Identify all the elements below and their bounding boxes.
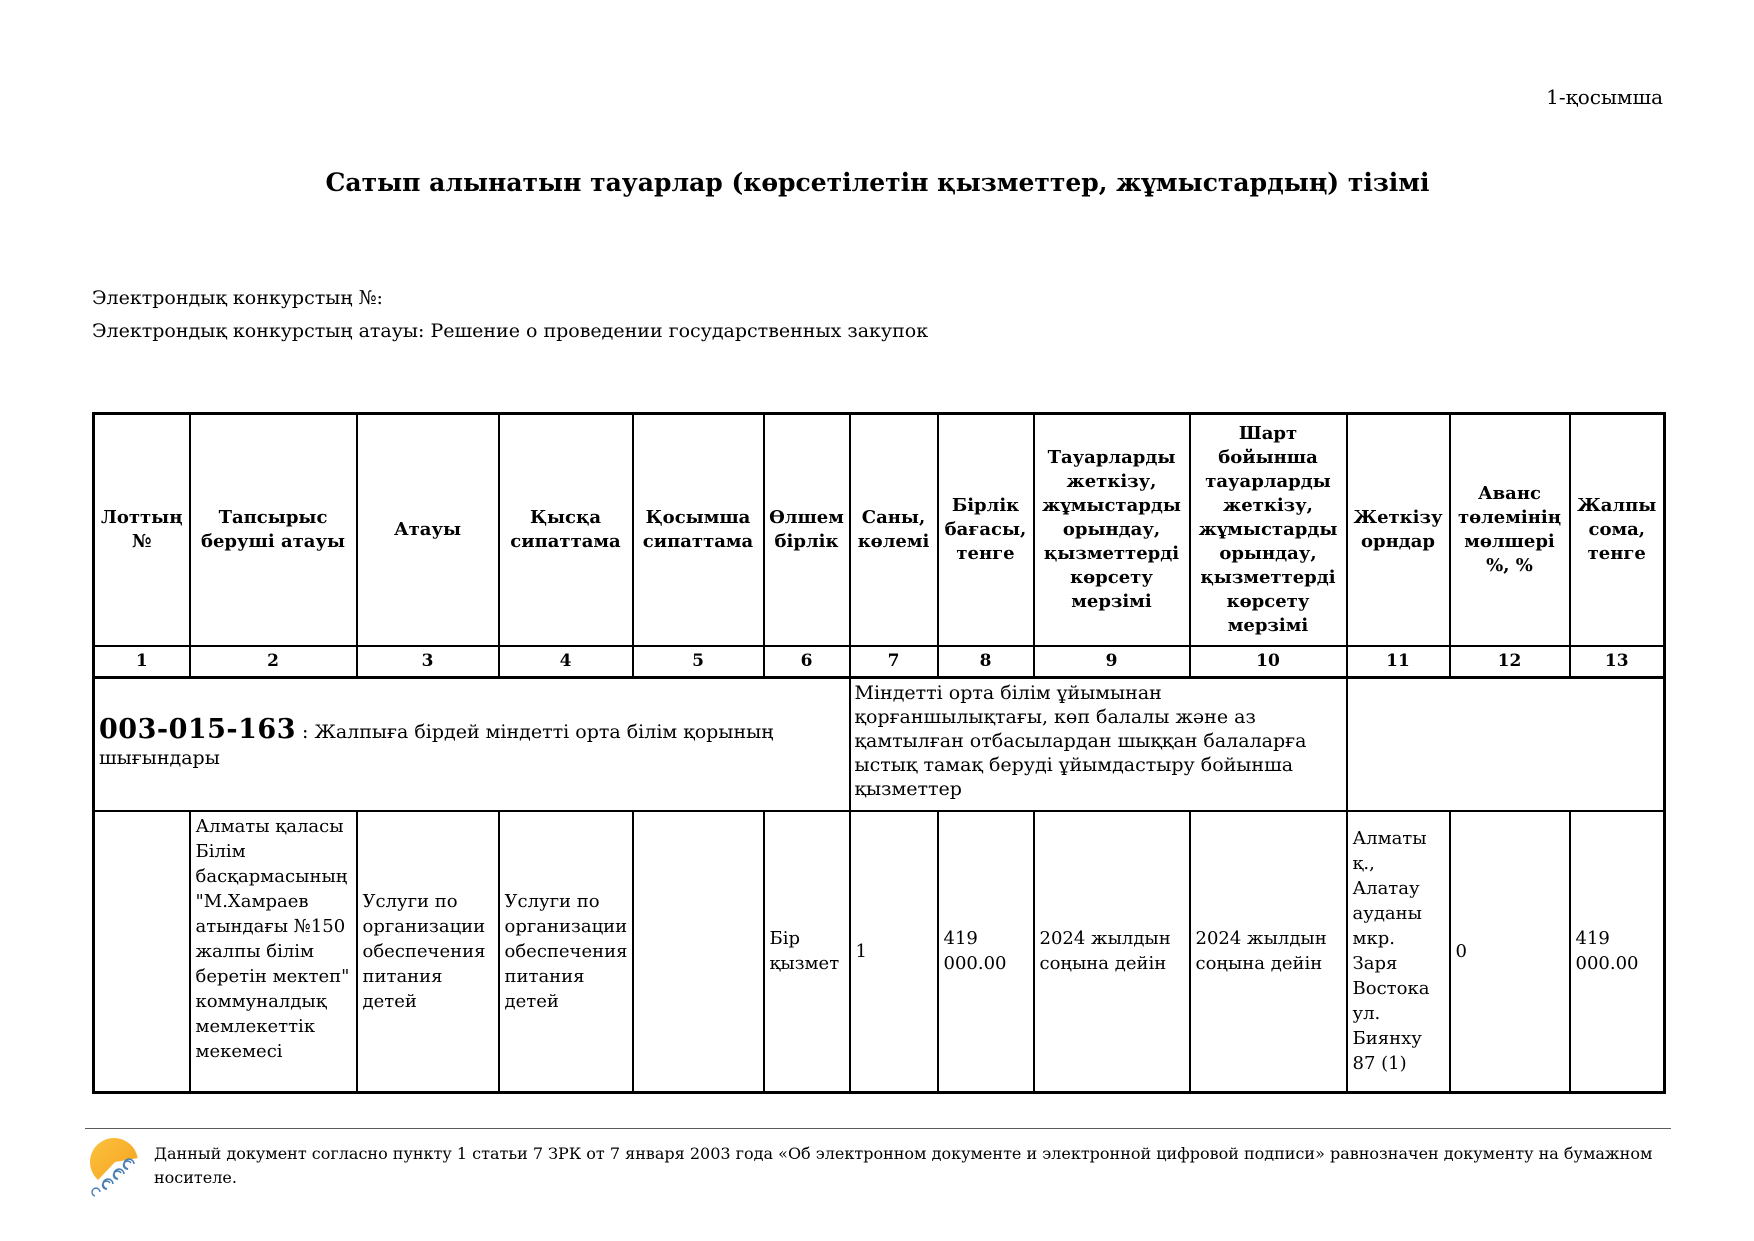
- cell-advance-percent: 0: [1450, 811, 1570, 1093]
- cell-short-description: Услуги по организации обеспечения питания детей: [499, 811, 633, 1093]
- col-number: 2: [190, 646, 357, 678]
- procurement-table-container: [92, 412, 1666, 1094]
- col-number: 10: [1190, 646, 1347, 678]
- col-header-customer: Тапсырыс беруші атауы: [190, 414, 357, 646]
- cell-delivery-place: Алматы қ., Алатау ауданы мкр. Заря Востока ул. Биянху 87 (1): [1347, 811, 1450, 1093]
- cell-additional-description: [633, 811, 764, 1093]
- page-title: Сатып алынатын тауарлар (көрсетілетін қызметтер, жұмыстардың) тізімі: [325, 168, 1430, 197]
- cell-delivery-term: 2024 жылдын соңына дейін: [1034, 811, 1190, 1093]
- table-row: [94, 811, 1665, 1093]
- column-number-row: [94, 646, 1665, 678]
- lot-group-title-cell: [94, 678, 850, 811]
- col-number: 5: [633, 646, 764, 678]
- legal-note: Данный документ согласно пункту 1 статьи 7 ЗРК от 7 января 2003 года «Об электронном документе и электронной цифровой подписи» равнозначен документу на бумажном носителе.: [154, 1144, 1653, 1187]
- col-number: 13: [1570, 646, 1665, 678]
- goszakup-logo-icon: [88, 1136, 144, 1200]
- col-number: 12: [1450, 646, 1570, 678]
- col-number: 6: [764, 646, 850, 678]
- col-number: 7: [850, 646, 938, 678]
- col-header-delivery-term: Тауарларды жеткізу, жұмыстарды орындау, қызметтерді көрсету мерзімі: [1034, 414, 1190, 646]
- footer-divider: [85, 1128, 1671, 1129]
- appendix-label: 1-қосымша: [1546, 85, 1663, 109]
- col-number: 9: [1034, 646, 1190, 678]
- col-number: 1: [94, 646, 190, 678]
- col-header-quantity: Саны, көлемі: [850, 414, 938, 646]
- col-number: 3: [357, 646, 499, 678]
- lot-group-empty-cell: [1347, 678, 1665, 811]
- col-header-additional-description: Қосымша сипаттама: [633, 414, 764, 646]
- cell-lot-number: [94, 811, 190, 1093]
- lot-group-name: Жалпыға бірдей міндетті орта білім қорының шығындары: [99, 721, 774, 770]
- lot-group-separator: :: [296, 721, 315, 744]
- cell-customer: Алматы қаласы Білім басқармасының "М.Хамраев атындағы №150 жалпы білім беретін мектеп" коммуналдық мемлекеттік мекемесі: [190, 811, 357, 1093]
- footer: [88, 1136, 1666, 1200]
- lot-group-description-cell: Міндетті орта білім ұйымынан қорғаншылықтағы, көп балалы және аз қамтылған отбасылардан шыққан балаларға ыстық тамақ беруді ұйымдастыру бойынша қызметтер: [850, 678, 1347, 811]
- col-header-total-sum: Жалпы сома, тенге: [1570, 414, 1665, 646]
- col-header-unit: Өлшем бірлік: [764, 414, 850, 646]
- lot-group-code: 003-015-163: [99, 714, 296, 746]
- col-number: 8: [938, 646, 1034, 678]
- contest-name-line: [92, 315, 928, 348]
- col-header-lot-number: Лоттың №: [94, 414, 190, 646]
- cell-quantity: 1: [850, 811, 938, 1093]
- col-header-unit-price: Бірлік бағасы, тенге: [938, 414, 1034, 646]
- contest-number-line: [92, 282, 928, 315]
- col-number: 4: [499, 646, 633, 678]
- cell-contract-delivery-term: 2024 жылдын соңына дейін: [1190, 811, 1347, 1093]
- cell-name: Услуги по организации обеспечения питания детей: [357, 811, 499, 1093]
- col-header-contract-delivery-term: Шарт бойынша тауарларды жеткізу, жұмыстарды орындау, қызметтерді көрсету мерзімі: [1190, 414, 1347, 646]
- col-header-name: Атауы: [357, 414, 499, 646]
- table-header-row: [94, 414, 1665, 646]
- contest-number-label: Электрондық конкурстың №:: [92, 287, 383, 309]
- cell-total-sum: 419 000.00: [1570, 811, 1665, 1093]
- col-number: 11: [1347, 646, 1450, 678]
- contest-name-value: Решение о проведении государственных закупок: [430, 320, 929, 342]
- procurement-table: [92, 412, 1666, 1094]
- col-header-short-description: Қысқа сипаттама: [499, 414, 633, 646]
- cell-unit-price: 419 000.00: [938, 811, 1034, 1093]
- contest-meta: [92, 282, 928, 348]
- lot-group-row: [94, 678, 1665, 811]
- contest-name-label: Электрондық конкурстың атауы:: [92, 320, 425, 342]
- col-header-delivery-place: Жеткізу орндар: [1347, 414, 1450, 646]
- col-header-advance-percent: Аванс төлемінің мөлшері %, %: [1450, 414, 1570, 646]
- cell-unit: Бір қызмет: [764, 811, 850, 1093]
